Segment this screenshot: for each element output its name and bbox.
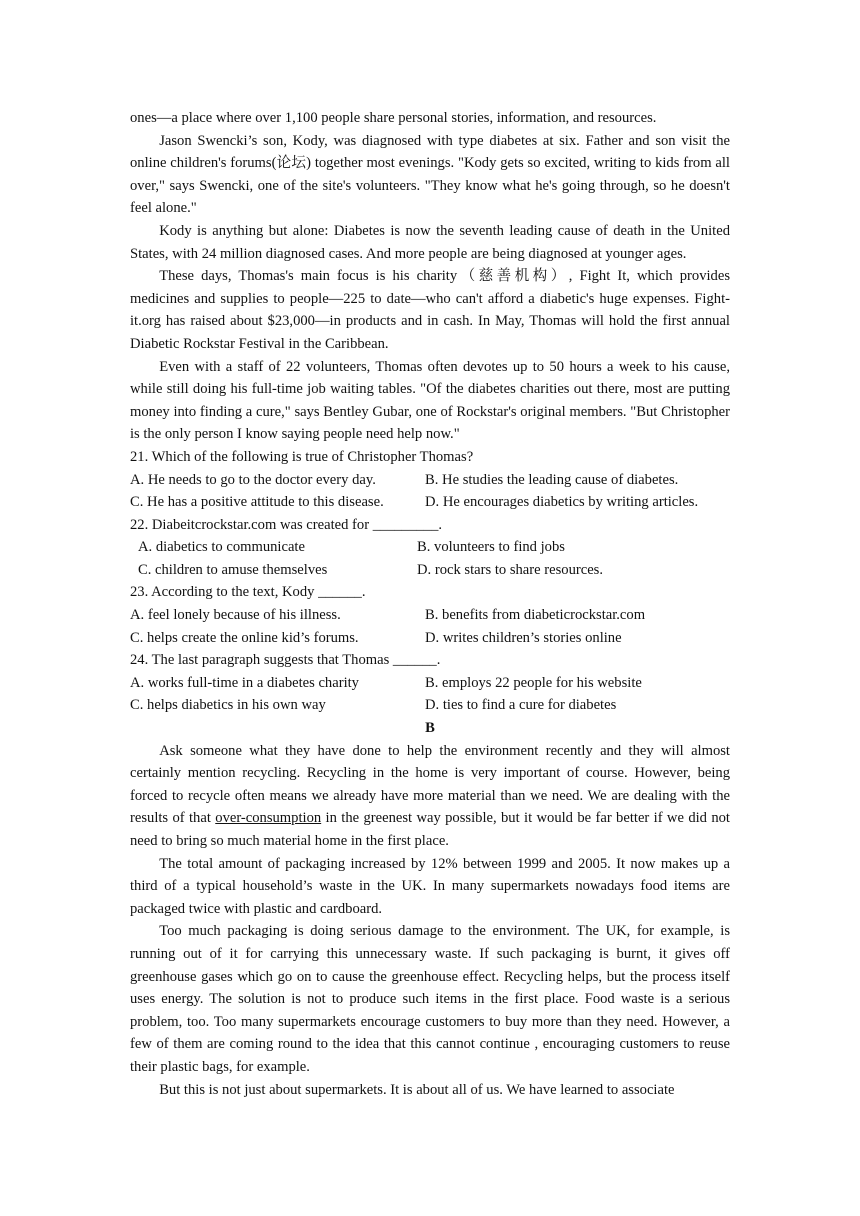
option-c: C. helps create the online kid’s forums. (130, 629, 359, 646)
option-c: C. children to amuse themselves (138, 561, 328, 578)
question-21 (130, 446, 730, 514)
underlined-term: over-consumption (215, 810, 322, 827)
passage-b-p1-text: Ask someone what they have done to help the environment recently and they will almost certainly mention recycling. Recycling in the home is very important of course. However, being forced to recycle often means we already have more material than we need. We are dealing with the results of that (130, 742, 730, 827)
question-23 (130, 581, 730, 649)
question-stem: 24. The last paragraph suggests that Thomas ______. (130, 652, 441, 669)
option-b: B. volunteers to find jobs (417, 539, 565, 556)
passage-b-paragraph-3: Too much packaging is doing serious damage to the environment. The UK, for example, is running out of it for carrying this unnecessary waste. If such packaging is burnt, it gives off greenhouse gases which go on to cause the greenhouse effect. Recycling helps, but the process itself uses energy. The solution is not to produce such items in the first place. Food waste is a serious problem, too. Too many supermarkets encourage customers to buy more than they need. However, a few of them are coming round to the idea that this cannot continue , encouraging customers to reuse their plastic bags, for example. (130, 923, 730, 1075)
option-a: A. diabetics to communicate (138, 539, 305, 556)
option-a: A. He needs to go to the doctor every day. (130, 471, 376, 488)
option-d: D. writes children’s stories online (425, 629, 622, 646)
question-stem: 23. According to the text, Kody ______. (130, 584, 366, 601)
question-stem: 22. Diabeitcrockstar.com was created for _________. (130, 516, 443, 533)
passage-a-paragraph-2: Kody is anything but alone: Diabetes is now the seventh leading cause of death in the United States, with 24 million diagnosed cases. And more people are being diagnosed at younger ages. (130, 222, 730, 262)
option-b: B. benefits from diabeticrockstar.com (425, 607, 646, 624)
passage-b-paragraph-2: The total amount of packaging increased by 12% between 1999 and 2005. It now makes up a third of a typical household’s waste in the UK. In many supermarkets nowadays food items are packaged twice with plastic and cardboard. (130, 855, 730, 917)
option-c: C. He has a positive attitude to this disease. (130, 494, 384, 511)
question-22 (130, 514, 730, 582)
passage-a-paragraph-0: ones—a place where over 1,100 people share personal stories, information, and resources. (130, 110, 657, 126)
option-b: B. He studies the leading cause of diabetes. (425, 471, 679, 488)
option-a: A. feel lonely because of his illness. (130, 607, 341, 624)
passage-a-paragraph-3: These days, Thomas's main focus is his charity（慈善机构）, Fight It, which provides medicines and supplies to people—225 to date—who can't afford a diabetic's huge expenses. Fight-it.org has raised about $23,000—in products and in cash. In May, Thomas will hold the first annual Diabetic Rockstar Festival in the Caribbean. (130, 268, 730, 352)
passage-b-p1-text-end: in the greenest way possible, but it would be far better if we did not need to bring so much material home in the first place. (130, 810, 730, 849)
passage-b-paragraph-4: But this is not just about supermarkets. It is about all of us. We have learned to associate (159, 1081, 675, 1098)
document-content (130, 107, 730, 1101)
option-c: C. helps diabetics in his own way (130, 697, 326, 714)
section-heading: B (425, 720, 435, 737)
option-d: D. He encourages diabetics by writing articles. (425, 494, 699, 511)
option-b: B. employs 22 people for his website (425, 674, 642, 691)
passage-a-paragraph-1: Jason Swencki’s son, Kody, was diagnosed with type diabetes at six. Father and son visit the online children's forums(论坛) together most evenings. "Kody gets so excited, writing to kids from all over," says Swencki, one of the site's volunteers. "They know what he's going through, so he doesn't feel alone." (130, 132, 730, 217)
question-24 (130, 649, 730, 717)
option-d: D. rock stars to share resources. (417, 561, 604, 578)
passage-a-paragraph-4: Even with a staff of 22 volunteers, Thomas often devotes up to 50 hours a week to his cause, while still doing his full-time job waiting tables. "Of the diabetes charities out there, most are putting money into finding a cure," says Bentley Gubar, one of Rockstar's original members. "But Christopher is the only person I know saying people need help now." (130, 358, 730, 443)
option-d: D. ties to find a cure for diabetes (425, 697, 617, 714)
passage-b-paragraph-1 (130, 740, 730, 853)
question-stem: 21. Which of the following is true of Christopher Thomas? (130, 448, 474, 465)
option-a: A. works full-time in a diabetes charity (130, 674, 359, 691)
